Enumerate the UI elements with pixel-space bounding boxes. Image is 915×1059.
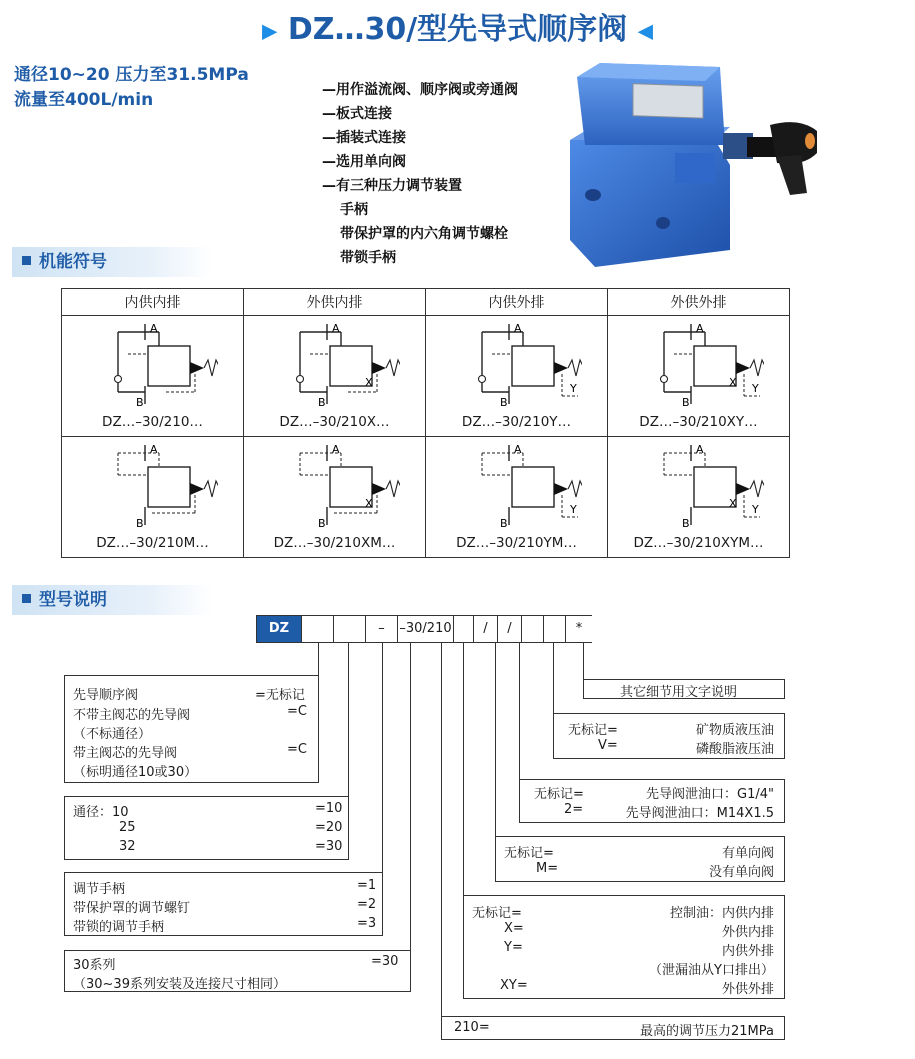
port-b-label: B xyxy=(499,517,508,530)
port-b-label: B xyxy=(317,396,326,409)
model-code-slot-2 xyxy=(334,615,366,643)
hydraulic-symbol-icon xyxy=(634,320,764,410)
connector-line xyxy=(410,643,411,950)
series-option-box: 30系列 =30 （30~39系列安装及连接尺寸相同） xyxy=(64,950,411,992)
page-title xyxy=(0,4,915,48)
symbol-cell-r1c1 xyxy=(62,316,244,437)
model-code-slot-9 xyxy=(544,615,566,643)
symbol-cell-r2c1 xyxy=(62,437,244,558)
port-y-label: Y xyxy=(569,503,577,516)
symbol-caption: DZ…–30/210YM… xyxy=(456,535,577,551)
header-external-internal: 外供内排 xyxy=(244,289,426,316)
other-details-box: 其它细节用文字说明 xyxy=(583,679,785,699)
square-bullet-icon xyxy=(22,256,31,265)
port-a-label: A xyxy=(513,322,522,335)
triangle-left-icon: ◀ xyxy=(637,18,654,43)
symbol-caption: DZ…–30/210M… xyxy=(96,535,209,551)
port-a-label: A xyxy=(331,322,340,335)
connector-line xyxy=(348,643,349,796)
feature-1: —用作溢流阀、顺序阀或旁通阀 xyxy=(322,82,518,98)
hydraulic-symbol-icon xyxy=(634,441,764,531)
section-header-model: 型号说明 xyxy=(12,585,212,615)
feature-7: 带保护罩的内六角调节螺栓 xyxy=(340,226,508,242)
symbol-table xyxy=(61,288,790,558)
model-code-slot-1 xyxy=(302,615,334,643)
header-external-external: 外供外排 xyxy=(608,289,790,316)
symbol-caption: DZ…–30/210XY… xyxy=(639,414,758,430)
model-code-slot-7: / xyxy=(498,615,522,643)
port-y-label: Y xyxy=(569,382,577,395)
hydraulic-symbol-icon xyxy=(88,320,218,410)
feature-5: —有三种压力调节装置 xyxy=(322,178,462,194)
symbol-caption: DZ…–30/210Y… xyxy=(461,414,572,430)
header-internal-external: 内供外排 xyxy=(426,289,608,316)
port-x-label: X xyxy=(728,497,737,510)
spec-line-2: 流量至400L/min xyxy=(14,90,154,110)
model-code-series: –30/210 xyxy=(398,615,454,643)
symbol-caption: DZ…–30/210XM… xyxy=(273,535,396,551)
size-option-box: 通径：10 =10 25 =20 32 =30 xyxy=(64,796,349,860)
model-code-star: * xyxy=(566,615,592,643)
port-x-label: X xyxy=(364,497,373,510)
model-code-slot-5 xyxy=(454,615,474,643)
model-code-prefix: DZ xyxy=(256,615,302,643)
port-a-label: A xyxy=(149,322,158,335)
pressure-option-box: 210= 最高的调节压力21MPa xyxy=(441,1016,785,1040)
port-a-label: A xyxy=(149,443,158,456)
adjust-option-box: 调节手柄 =1 带保护罩的调节螺钉 =2 带锁的调节手柄 =3 xyxy=(64,872,383,936)
port-y-label: Y xyxy=(751,382,759,395)
symbol-cell-r1c2 xyxy=(244,316,426,437)
feature-4: —选用单向阀 xyxy=(322,154,406,170)
feature-3: —插装式连接 xyxy=(322,130,406,146)
triangle-right-icon: ▶ xyxy=(261,18,278,43)
hydraulic-symbol-icon xyxy=(270,320,400,410)
section-header-symbols: 机能符号 xyxy=(12,247,212,277)
port-a-label: A xyxy=(695,322,704,335)
hydraulic-symbol-icon xyxy=(270,441,400,531)
symbol-cell-r1c4 xyxy=(608,316,790,437)
connector-line xyxy=(553,643,554,713)
hydraulic-symbol-icon xyxy=(452,320,582,410)
port-a-label: A xyxy=(331,443,340,456)
port-a-label: A xyxy=(513,443,522,456)
square-bullet-icon xyxy=(22,594,31,603)
connector-line xyxy=(382,643,383,872)
valve-photo-icon xyxy=(555,45,830,275)
feature-8: 带锁手柄 xyxy=(340,250,396,266)
symbol-cell-r2c3 xyxy=(426,437,608,558)
connector-line xyxy=(441,643,442,1016)
feature-6: 手柄 xyxy=(340,202,368,218)
spec-line-1: 通径10~20 压力至31.5MPa xyxy=(14,65,249,85)
symbol-caption: DZ…–30/210XYM… xyxy=(633,535,764,551)
symbol-caption: DZ…–30/210X… xyxy=(279,414,390,430)
port-b-label: B xyxy=(681,396,690,409)
connector-line xyxy=(495,643,496,836)
connector-line xyxy=(519,643,520,779)
symbol-cell-r1c3 xyxy=(426,316,608,437)
symbol-cell-r2c4 xyxy=(608,437,790,558)
port-x-label: X xyxy=(364,376,373,389)
symbol-cell-r2c2 xyxy=(244,437,426,558)
connector-line xyxy=(463,643,464,895)
control-oil-option-box: 无标记= 控制油：内供内排 X= 外供内排 Y= 内供外排 （泄漏油从Y口排出） XY= 外供外排 xyxy=(463,895,785,999)
feature-2: —板式连接 xyxy=(322,106,392,122)
header-internal-internal: 内供内排 xyxy=(62,289,244,316)
port-y-label: Y xyxy=(751,503,759,516)
port-x-label: X xyxy=(728,376,737,389)
fluid-option-box: 无标记= 矿物质液压油 V= 磷酸脂液压油 xyxy=(553,713,785,759)
port-a-label: A xyxy=(695,443,704,456)
port-b-label: B xyxy=(499,396,508,409)
drain-option-box: 无标记= 先导阀泄油口：G1/4" 2= 先导阀泄油口：M14X1.5 xyxy=(519,779,785,823)
model-code-slot-6: / xyxy=(474,615,498,643)
port-b-label: B xyxy=(135,517,144,530)
hydraulic-symbol-icon xyxy=(452,441,582,531)
pilot-option-box: 先导顺序阀 =无标记 不带主阀芯的先导阀 =C （不标通径） 带主阀芯的先导阀 =C （标明通径10或30） xyxy=(64,675,319,783)
hydraulic-symbol-icon xyxy=(88,441,218,531)
connector-line xyxy=(583,643,584,679)
port-b-label: B xyxy=(135,396,144,409)
title-text: DZ…30/型先导式顺序阀 xyxy=(287,12,628,47)
symbol-caption: DZ…–30/210… xyxy=(102,414,203,430)
check-valve-option-box: 无标记= 有单向阀 M= 没有单向阀 xyxy=(495,836,785,882)
connector-line xyxy=(318,643,319,675)
port-b-label: B xyxy=(317,517,326,530)
port-b-label: B xyxy=(681,517,690,530)
model-code-slot-3: – xyxy=(366,615,398,643)
model-code-slot-8 xyxy=(522,615,544,643)
